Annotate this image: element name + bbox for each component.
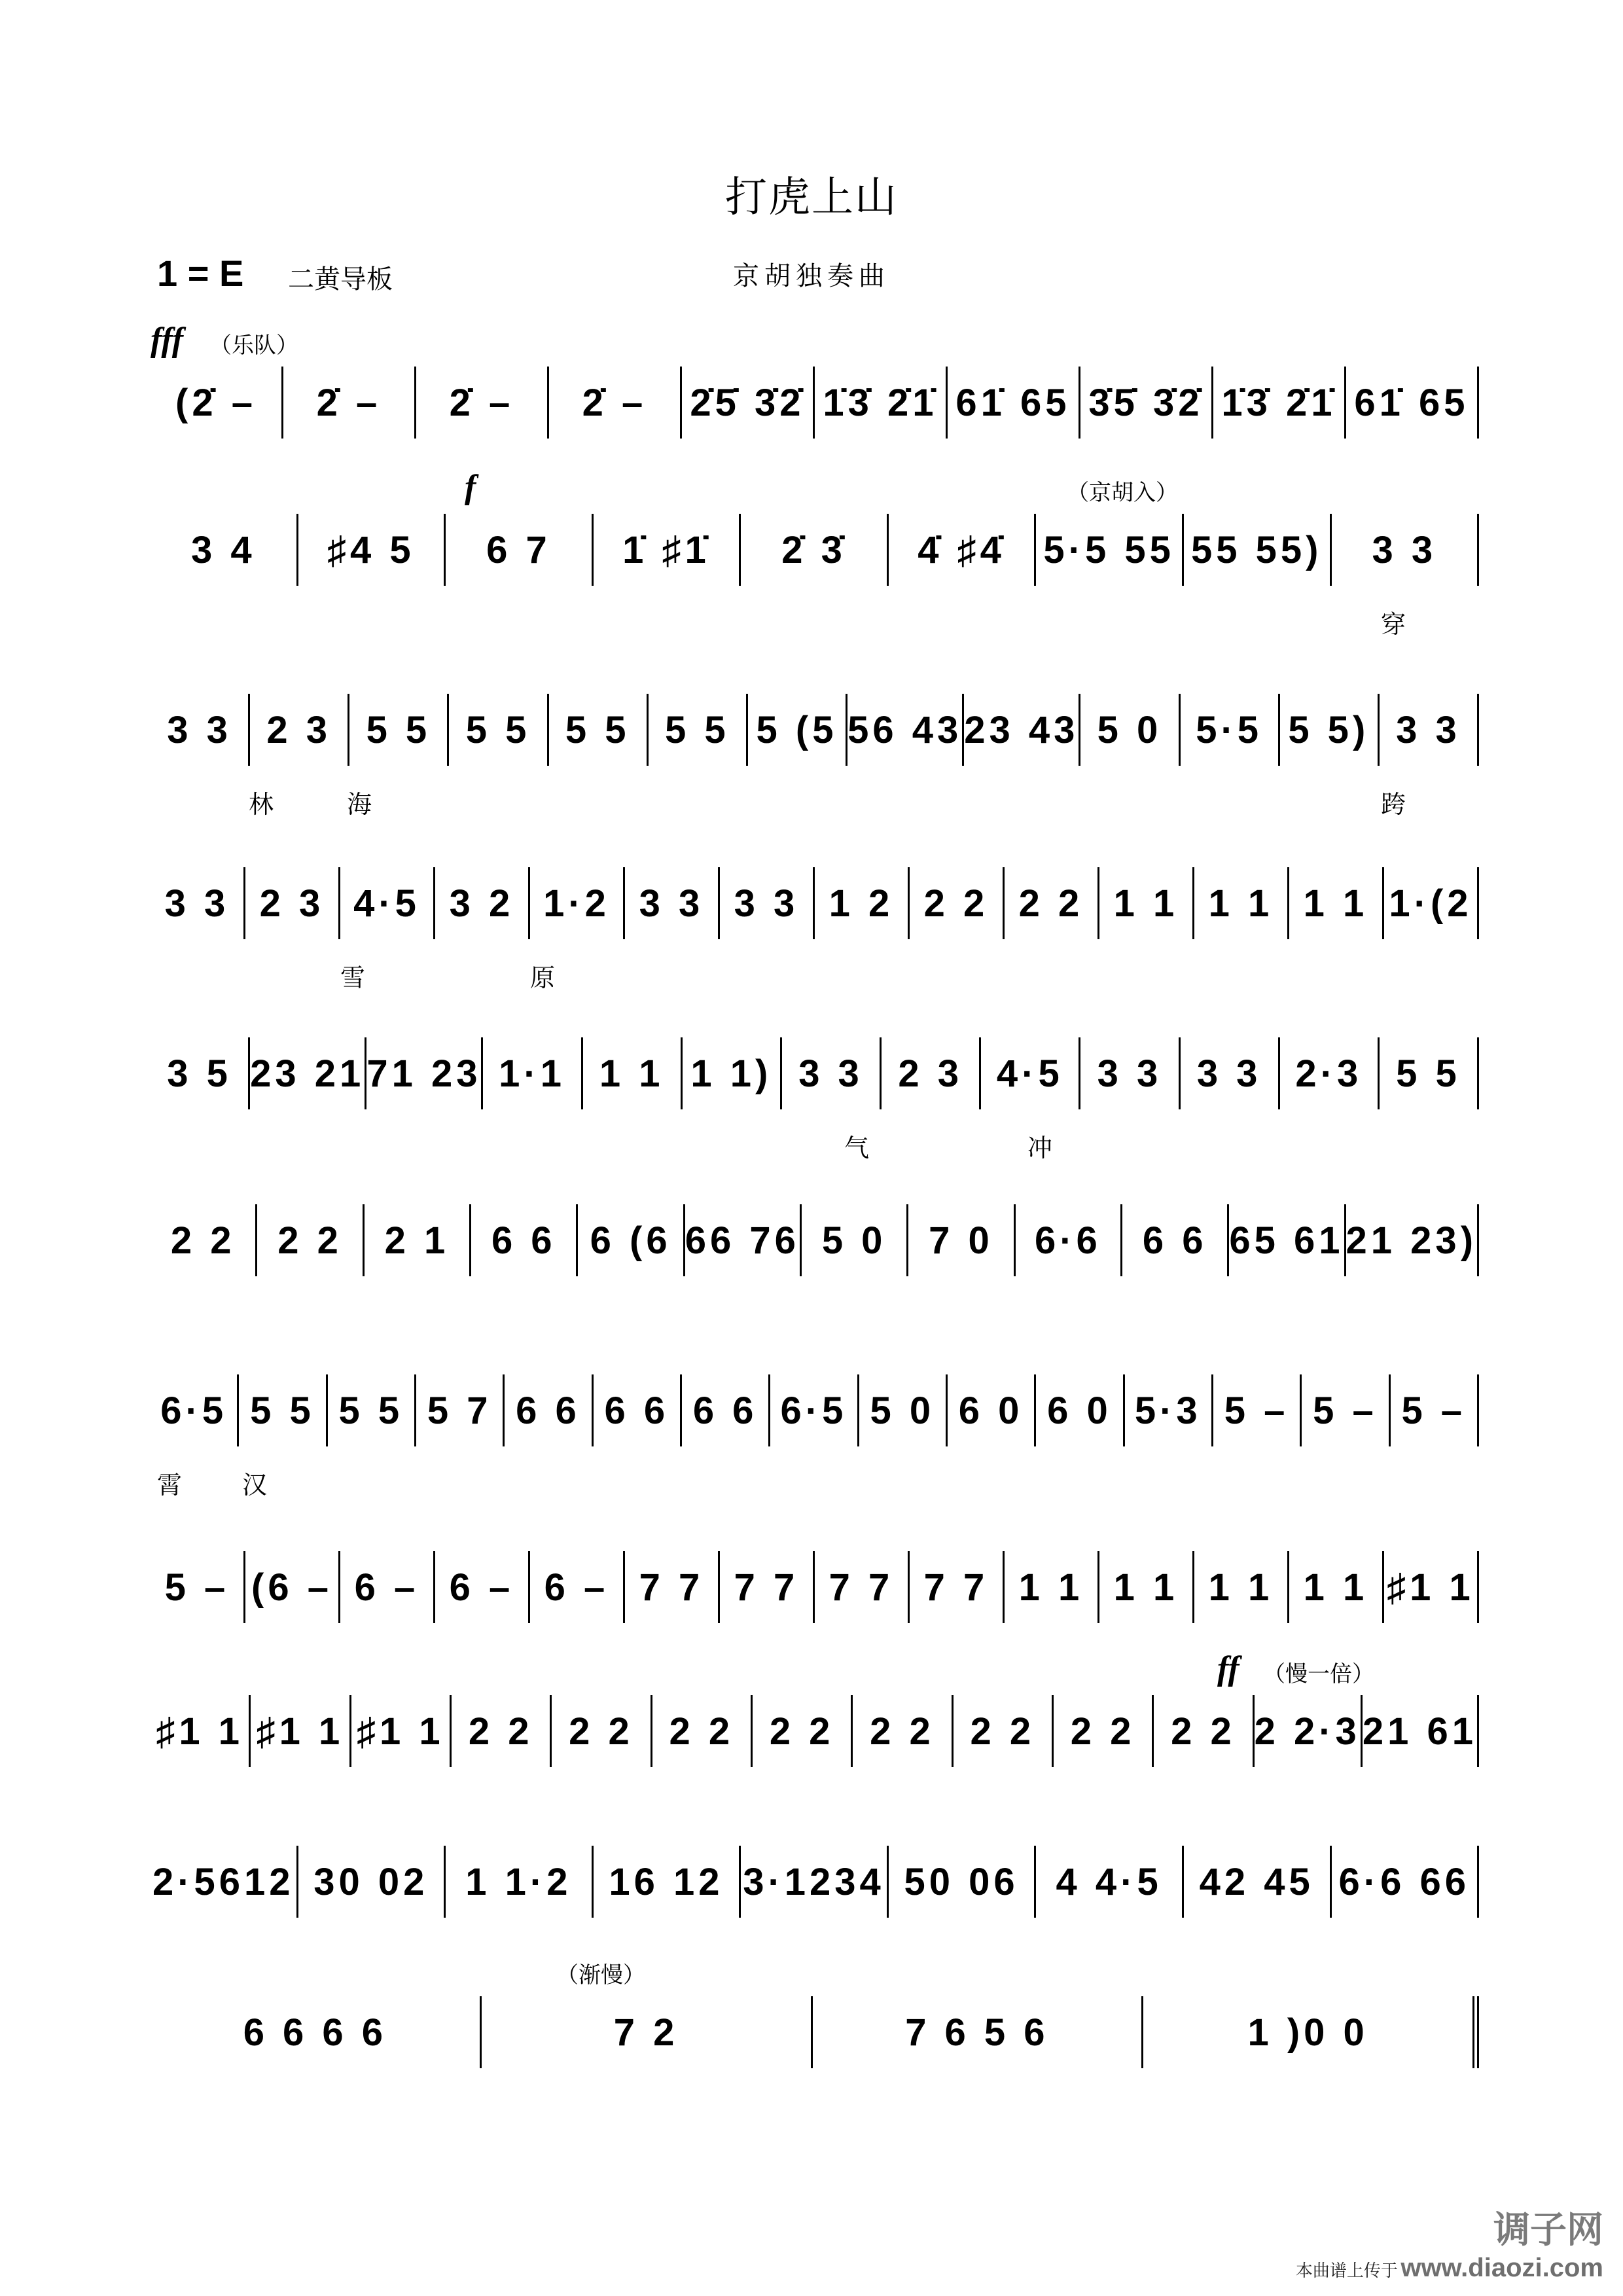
measure: 1 2: [815, 867, 910, 939]
measure: 2̇ –: [283, 367, 416, 439]
staff-line: [151, 1695, 1479, 1767]
measure: 23 21: [250, 1037, 366, 1109]
measure: 5 5: [449, 694, 548, 766]
measure: 7 0: [908, 1204, 1015, 1276]
measure: 6 6 6 6: [151, 1996, 482, 2068]
measure: 3 3: [625, 867, 720, 939]
measure: 3 3: [151, 694, 250, 766]
measure: 1 1: [1289, 867, 1384, 939]
measure: 7 2: [482, 1996, 813, 2068]
measure: 61̇ 65: [1346, 367, 1479, 439]
measure: 1 1: [1099, 867, 1194, 939]
staff-line: [151, 1551, 1479, 1623]
measure: 2 3: [245, 867, 340, 939]
measure: 7 6 5 6: [813, 1996, 1144, 2068]
measure: 1 1: [1289, 1551, 1384, 1623]
lyric: 汉: [242, 1472, 268, 1499]
watermark-url: www.diaozi.com: [1400, 2253, 1603, 2282]
lyric: 海: [347, 791, 372, 819]
measure: 1 1): [683, 1037, 782, 1109]
performance-note: （渐慢）: [556, 1963, 645, 1988]
measure: 7 7: [720, 1551, 815, 1623]
measure: 3 4: [151, 514, 298, 586]
staff-line: [151, 867, 1479, 939]
measure: 1 1: [1194, 1551, 1289, 1623]
score-row: [151, 1650, 1479, 1826]
measure: 2 2: [1005, 867, 1099, 939]
dynamic-marking: fff: [151, 321, 184, 359]
measure: 3 3: [151, 867, 245, 939]
measure: 3 3: [1332, 514, 1480, 586]
measure: 5 –: [151, 1551, 245, 1623]
score-row: [151, 321, 1479, 497]
measure: 6 6: [1122, 1204, 1229, 1276]
measure: 6 6: [471, 1204, 578, 1276]
watermark: [1296, 2201, 1603, 2283]
measure: 3·1234: [741, 1846, 889, 1918]
score-row: [151, 469, 1479, 645]
measure: 5·5: [1181, 694, 1280, 766]
measure: (6 –: [245, 1551, 340, 1623]
measure: 2̇ 3̇: [741, 514, 889, 586]
measure: (2̇ –: [151, 367, 283, 439]
measure: 2 2: [1154, 1695, 1254, 1767]
measure: 2 2: [452, 1695, 552, 1767]
measure: 1 )0 0: [1143, 1996, 1479, 2068]
measure: 3̇5̇ 3̇2̇: [1080, 367, 1213, 439]
measure: 1 1·2: [446, 1846, 594, 1918]
lyric: 跨: [1381, 791, 1406, 819]
lyric: 原: [530, 965, 556, 992]
score-row: [151, 1178, 1479, 1335]
lyric: 雪: [340, 965, 366, 992]
measure: 4·5: [340, 867, 435, 939]
measure: 5 –: [1302, 1374, 1390, 1446]
measure: 6 6: [505, 1374, 593, 1446]
staff-line: [151, 514, 1479, 586]
score-row: [151, 1348, 1479, 1505]
measure: 65 61: [1229, 1204, 1346, 1276]
performance-note: （乐队）: [209, 333, 298, 358]
measure: 50 06: [889, 1846, 1037, 1918]
measure: 2 2: [954, 1695, 1054, 1767]
lyric: 气: [844, 1135, 870, 1162]
measure: 7 7: [625, 1551, 720, 1623]
measure: 2̇5̇ 3̇2̇: [682, 367, 815, 439]
measure: ♯1 1: [1384, 1551, 1479, 1623]
measure: 5 5): [1280, 694, 1380, 766]
measure: 6 6: [594, 1374, 682, 1446]
staff-line: [151, 367, 1479, 439]
measure: 2 2: [552, 1695, 652, 1767]
measure: 3 3: [1080, 1037, 1180, 1109]
measure: 5 –: [1391, 1374, 1479, 1446]
measure: 21 23): [1346, 1204, 1479, 1276]
measure: 2 2: [652, 1695, 753, 1767]
measure: 42 45: [1184, 1846, 1332, 1918]
measure: 2·3: [1280, 1037, 1380, 1109]
measure: 23 43: [964, 694, 1080, 766]
measure: 6 6: [682, 1374, 770, 1446]
lyric: 林: [249, 791, 274, 819]
measure: 1·2: [530, 867, 625, 939]
measure: 5·3: [1125, 1374, 1213, 1446]
measure: 5 –: [1213, 1374, 1302, 1446]
staff-line: [151, 1374, 1479, 1446]
staff-line: [151, 1846, 1479, 1918]
measure: ♯4 5: [298, 514, 446, 586]
measure: 6·5: [770, 1374, 859, 1446]
staff-line: [151, 1996, 1479, 2068]
measure: 2 2: [257, 1204, 364, 1276]
measure: 1 1: [1005, 1551, 1099, 1623]
measure: 5 5: [328, 1374, 416, 1446]
measure: 7 7: [815, 1551, 910, 1623]
measure: 5 5: [349, 694, 449, 766]
measure: 2·5612: [151, 1846, 298, 1918]
lyric: 冲: [1027, 1135, 1053, 1162]
measure: 5 5: [649, 694, 748, 766]
score-row: [151, 841, 1479, 998]
measure: 3 3: [782, 1037, 882, 1109]
measure: ♯1 1: [151, 1695, 251, 1767]
measure: 5·5 55: [1036, 514, 1184, 586]
measure: 5 (5: [748, 694, 847, 766]
measure: 2 2: [151, 1204, 257, 1276]
staff-line: [151, 1204, 1479, 1276]
measure: 3 2: [435, 867, 530, 939]
measure: 3 5: [151, 1037, 250, 1109]
measure: 1̇ ♯1̇: [594, 514, 741, 586]
measure: 2 2: [753, 1695, 853, 1767]
measure: 5 5: [549, 694, 649, 766]
measure: 1·1: [483, 1037, 582, 1109]
score-subtitle: 京胡独奏曲: [733, 262, 890, 291]
measure: 6 7: [446, 514, 594, 586]
measure: 1 1: [583, 1037, 683, 1109]
watermark-site: 调子网: [1493, 2209, 1603, 2250]
measure: 1̇3̇ 2̇1̇: [1213, 367, 1346, 439]
score-row: [151, 1011, 1479, 1168]
measure: 4̇ ♯4̇: [889, 514, 1037, 586]
measure: ♯1 1: [251, 1695, 351, 1767]
tempo-marking: 二黄导板: [288, 265, 393, 294]
measure: 3 3: [1380, 694, 1479, 766]
performance-note: （慢一倍）: [1263, 1662, 1374, 1687]
measure: 2 2: [853, 1695, 953, 1767]
score-row: [151, 1820, 1479, 1977]
measure: 6·6 66: [1332, 1846, 1480, 1918]
score-row: [151, 668, 1479, 825]
measure: 2 3: [250, 694, 349, 766]
measure: 6 –: [530, 1551, 625, 1623]
measure: 6 0: [948, 1374, 1036, 1446]
dynamic-marking: f: [465, 469, 476, 506]
measure: 4 4·5: [1036, 1846, 1184, 1918]
staff-line: [151, 694, 1479, 766]
measure: 7 7: [910, 1551, 1005, 1623]
lyric: 霄: [157, 1472, 183, 1499]
measure: 2 3: [882, 1037, 981, 1109]
measure: 2 1: [365, 1204, 471, 1276]
watermark-note: 本曲谱上传于: [1295, 2261, 1398, 2280]
staff-line: [151, 1037, 1479, 1109]
measure: 5 5: [239, 1374, 327, 1446]
measure: 5 0: [1080, 694, 1180, 766]
measure: 6·6: [1016, 1204, 1122, 1276]
measure: ♯1 1: [351, 1695, 452, 1767]
measure: 3 3: [720, 867, 815, 939]
measure: 2̇ –: [549, 367, 682, 439]
measure: 5 7: [416, 1374, 505, 1446]
measure: 5 0: [802, 1204, 908, 1276]
measure: 1̇3̇ 2̇1̇: [815, 367, 948, 439]
score-title: 打虎上山: [725, 173, 898, 221]
key-signature: 1 = E: [157, 253, 244, 294]
measure: 71 23: [366, 1037, 483, 1109]
measure: 1 1: [1099, 1551, 1194, 1623]
measure: 2 2·3: [1255, 1695, 1363, 1767]
lyric: 穿: [1381, 611, 1406, 639]
measure: 1 1: [1194, 867, 1289, 939]
measure: 4·5: [981, 1037, 1080, 1109]
score-row: [151, 1963, 1479, 2127]
measure: 6 0: [1036, 1374, 1124, 1446]
measure: 5 0: [859, 1374, 948, 1446]
measure: 6 (6: [578, 1204, 685, 1276]
measure: 5 5: [1380, 1037, 1479, 1109]
measure: 30 02: [298, 1846, 446, 1918]
measure: 2 2: [910, 867, 1005, 939]
measure: 2̇ –: [416, 367, 549, 439]
measure: 6 –: [340, 1551, 435, 1623]
measure: 1·(2: [1384, 867, 1479, 939]
performance-note: （京胡入）: [1067, 480, 1178, 505]
measure: 3 3: [1181, 1037, 1280, 1109]
measure: 61̇ 65: [948, 367, 1080, 439]
measure: 6 –: [435, 1551, 530, 1623]
dynamic-marking: ff: [1217, 1650, 1240, 1687]
measure: 2 2: [1054, 1695, 1154, 1767]
measure: 21 61: [1363, 1695, 1479, 1767]
measure: 66 76: [685, 1204, 802, 1276]
measure: 56 43: [847, 694, 964, 766]
measure: 6·5: [151, 1374, 239, 1446]
measure: 16 12: [594, 1846, 741, 1918]
measure: 55 55): [1184, 514, 1332, 586]
